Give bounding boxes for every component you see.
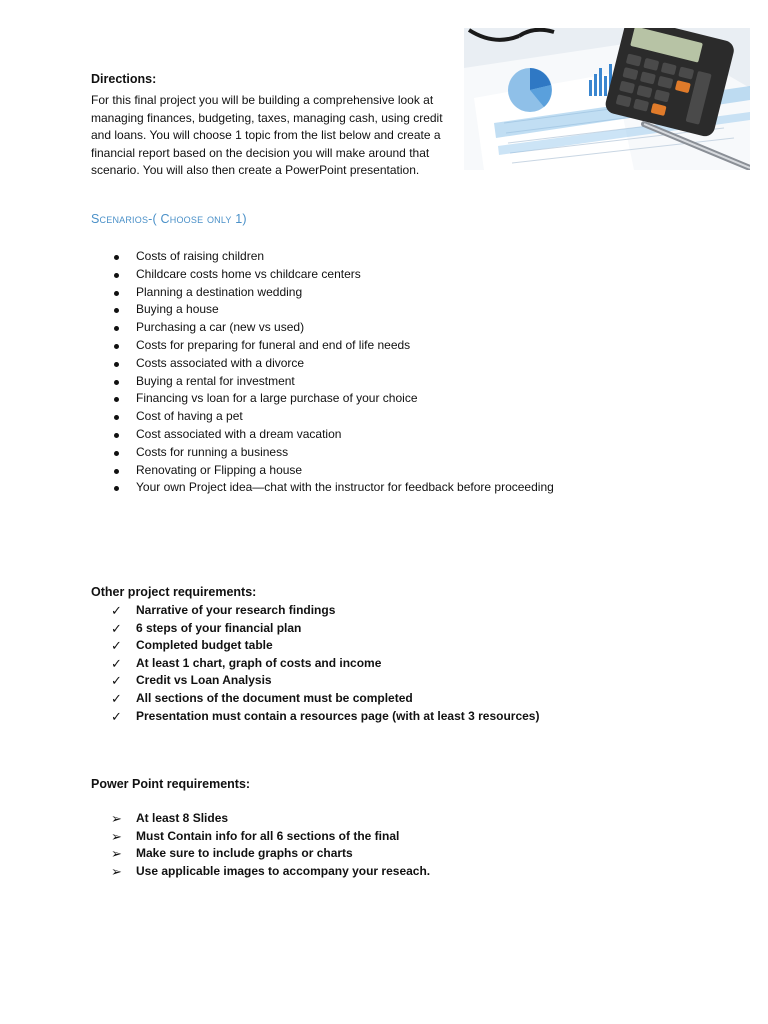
list-item: Your own Project idea—chat with the instructor for feedback before proceeding [91, 479, 554, 497]
list-item: Costs associated with a divorce [91, 355, 554, 373]
checkmark-icon: ✓ [111, 690, 122, 706]
arrow-bullet-icon: ➢ [111, 828, 122, 844]
other-requirements-list [91, 602, 539, 725]
list-item-label: Credit vs Loan Analysis [136, 673, 272, 688]
list-item: Cost of having a pet [91, 408, 554, 426]
list-item [91, 637, 539, 655]
list-item: Buying a rental for investment [91, 373, 554, 391]
arrow-bullet-icon: ➢ [111, 846, 122, 862]
list-item [91, 655, 539, 673]
other-requirements-title: Other project requirements: [91, 585, 257, 599]
powerpoint-requirements-list [91, 810, 430, 880]
arrow-bullet-icon: ➢ [111, 811, 122, 826]
list-item-label: At least 1 chart, graph of costs and income [136, 655, 382, 670]
list-item-label: At least 8 Slides [136, 811, 229, 825]
list-item: Costs for preparing for funeral and end of life needs [91, 337, 554, 355]
list-item [91, 690, 539, 708]
list-item [91, 708, 539, 726]
list-item-label: Narrative of your research findings [136, 603, 336, 617]
list-item-label: Make sure to include graphs or charts [136, 846, 353, 861]
list-item: Costs of raising children [91, 248, 554, 266]
list-item: Purchasing a car (new vs used) [91, 319, 554, 337]
list-item: Cost associated with a dream vacation [91, 426, 554, 444]
calculator-chart-photo [464, 28, 750, 170]
scenarios-heading: Scenarios-( Choose only 1) [91, 212, 247, 226]
powerpoint-requirements-title: Power Point requirements: [91, 777, 251, 791]
list-item [91, 828, 430, 846]
list-item-label: Must Contain info for all 6 sections of the final [136, 828, 400, 843]
list-item: Financing vs loan for a large purchase of your choice [91, 390, 554, 408]
arrow-bullet-icon: ➢ [111, 863, 122, 879]
list-item [91, 845, 430, 863]
checkmark-icon: ✓ [111, 620, 122, 636]
list-item-label: Use applicable images to accompany your reseach. [136, 863, 431, 878]
checkmark-icon: ✓ [111, 673, 122, 689]
list-item: Costs for running a business [91, 444, 554, 462]
checkmark-icon: ✓ [111, 708, 122, 724]
list-item [91, 602, 539, 620]
scenarios-list [91, 248, 554, 497]
directions-body: For this final project you will be building a comprehensive look at managing finances, budgeting, taxes, managing cash, using credit and loans. You will choose 1 topic from the list below and create a financial report based on the decision you will make around that scenario. You will also then create a PowerPoint presentation. [91, 93, 443, 177]
list-item [91, 810, 430, 828]
list-item-label: Presentation must contain a resources page (with at least 3 resources) [136, 708, 540, 723]
list-item: Buying a house [91, 301, 554, 319]
list-item: Childcare costs home vs childcare centers [91, 266, 554, 284]
list-item [91, 620, 539, 638]
list-item-label: 6 steps of your financial plan [136, 620, 302, 635]
list-item-label: Completed budget table [136, 638, 273, 653]
checkmark-icon: ✓ [111, 655, 122, 671]
directions-title: Directions: [91, 72, 157, 86]
checkmark-icon: ✓ [111, 638, 122, 654]
list-item-label: All sections of the document must be completed [136, 690, 413, 705]
list-item [91, 863, 430, 881]
checkmark-icon: ✓ [111, 603, 122, 618]
list-item: Renovating or Flipping a house [91, 462, 554, 480]
list-item [91, 672, 539, 690]
list-item: Planning a destination wedding [91, 284, 554, 302]
